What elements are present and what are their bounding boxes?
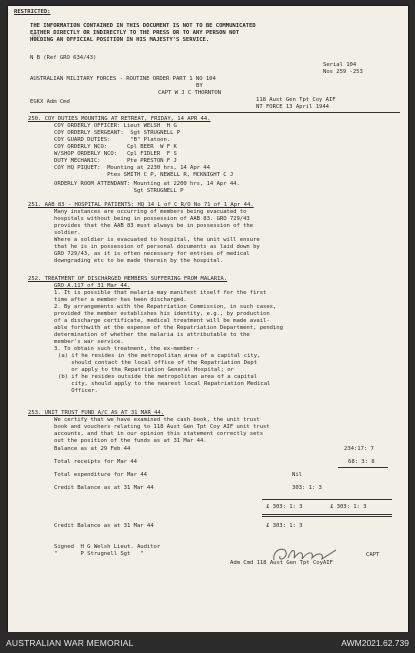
order-title: AUSTRALIAN MILITARY FORCES - ROUTINE ORDER PART 1 NO 104 bbox=[30, 76, 216, 82]
restricted-label: RESTRICTED: bbox=[14, 9, 51, 15]
body-line: should contact the local office of the Repatriation Dept bbox=[58, 360, 258, 366]
total-right: £ 303: 1: 3 bbox=[330, 504, 367, 510]
body-line: time after a member has been discharged. bbox=[54, 297, 187, 303]
sum-rule bbox=[338, 467, 388, 468]
total-double-rule bbox=[262, 516, 392, 517]
body-line: or apply to the Repatriation General Hospital; or bbox=[58, 367, 234, 373]
serial-number: Serial 104 bbox=[323, 62, 357, 68]
unit-name: 118 Aust Gen Tpt Coy AIF bbox=[256, 97, 336, 103]
duty-line: ORDERLY ROOM ATTENDANT: Mounting at 2200 hrs, 14 Apr 44. bbox=[54, 181, 240, 187]
section-250-heading: 250. COY DUTIES MOUNTING AT RETREAT, FRIDAY, 14 APR 44. bbox=[28, 116, 211, 122]
expenditure-label: Total expenditure for Mar 44 bbox=[54, 472, 147, 478]
warning-line-2: EITHER DIRECTLY OR INDIRECTLY TO THE PRESS OR TO ANY PERSON NOT bbox=[30, 30, 240, 36]
warning-line-1: THE INFORMATION CONTAINED IN THIS DOCUMENT IS NOT TO BE COMMUNICATED bbox=[30, 23, 256, 29]
auditor-2: " P Strugnell Sgt " bbox=[54, 551, 144, 557]
section-251-heading: 251. AAB 83 - HOSPITAL PATIENTS: HQ 14 L of C R/O No 71 of 1 Apr 44. bbox=[28, 202, 254, 208]
body-line: that he is in possession of personal documents as laid down by bbox=[54, 244, 260, 250]
section-253-heading: 253. UNIT TRUST FUND A/C AS AT 31 MAR 44. bbox=[28, 410, 165, 416]
total-left: £ 303: 1: 3 bbox=[266, 504, 303, 510]
receipts-label: Total receipts for Mar 44 bbox=[54, 459, 137, 465]
body-line: member's war service. bbox=[54, 339, 124, 345]
by-label: BY bbox=[196, 83, 203, 89]
body-line: 3. To obtain such treatment, the ex-member - bbox=[54, 346, 200, 352]
credit-balance-label: Credit Balance as at 31 Mar 44 bbox=[54, 523, 154, 529]
duty-line: COY ORDERLY SERGEANT: Sgt STRUGNELL P bbox=[54, 130, 181, 136]
total-rule bbox=[262, 499, 392, 500]
adm-cmd: EGKX Adm Cmd bbox=[30, 99, 70, 105]
duty-line: COY ORDERLY NCO: Cpl BEER W F K bbox=[54, 144, 177, 150]
total-double-rule bbox=[262, 514, 392, 515]
body-line: able forthwith at the expense of the Repatriation Department, pending bbox=[54, 325, 283, 331]
credit-value: 303: 1: 3 bbox=[292, 485, 322, 491]
duty-line: COY ORDERLY OFFICER: Lieut WELSH H G bbox=[54, 123, 177, 129]
body-line: city, should apply to the nearest local Repatriation Medical bbox=[58, 381, 271, 387]
body-line: Where a soldier is evacuated to hospital, the unit will ensure bbox=[54, 237, 260, 243]
body-line: provided the member establishes his identity, e.g., by production bbox=[54, 311, 270, 317]
signatory-rank: CAPT bbox=[366, 552, 380, 558]
commander-name: CAPT W J C THORNTON bbox=[158, 90, 222, 96]
body-line: soldier. bbox=[54, 230, 81, 236]
body-line: determination of whether the malaria is attributable to the bbox=[54, 332, 250, 338]
section-252-heading: 252. TREATMENT OF DISCHARGED MEMBERS SUFFERING FROM MALARIA. bbox=[28, 276, 228, 282]
body-line: (b) if he resides outside the metropolitan area of a capital bbox=[58, 374, 258, 380]
expenditure-value: Nil bbox=[292, 472, 302, 478]
body-line: downgrading etc to be made therein by the hospital. bbox=[54, 258, 224, 264]
auditor-1: Signed H G Welsh Lieut. Auditor bbox=[54, 544, 161, 550]
section-252-reference: GRO A.117 of 31 Mar 44. bbox=[54, 283, 131, 289]
body-line: hospitals without being in possession of AAB 83. GRO 729/43 bbox=[54, 216, 250, 222]
credit-balance-value: £ 303: 1: 3 bbox=[266, 523, 303, 529]
order-numbers: Nos 259 -253 bbox=[323, 69, 363, 75]
duty-line: W/SHOP ORDERLY NCO: Cpl FIDLER F S bbox=[54, 151, 177, 157]
balance-label: Balance as at 29 Feb 44 bbox=[54, 446, 131, 452]
body-line: of a discharge certificate, medical treatment will be made avail- bbox=[54, 318, 270, 324]
archive-footer bbox=[0, 632, 415, 653]
duty-line: Sgt STRUGNELL P bbox=[54, 188, 184, 194]
reference: N B (Ref GRO 634/43) bbox=[30, 55, 97, 61]
body-line: (a) if he resides in the metropolitan area of a capital city, bbox=[58, 353, 261, 359]
body-line: book and vouchers relating to 118 Aust Gen Tpt Coy AIF unit trust bbox=[54, 424, 270, 430]
duty-line: Ptes SMITH C P, NEWELL R, MCKNIGHT C J bbox=[54, 172, 234, 178]
credit-label: Credit Balance as at 31 Mar 44 bbox=[54, 485, 154, 491]
duty-line: DUTY MECHANIC: Pte PRESTON F J bbox=[54, 158, 177, 164]
signatory-unit: Adm Cmd 118 Aust Gen Tpt CoyAIF bbox=[230, 560, 333, 566]
issue-date: NT FORCE 13 April 1944 bbox=[256, 104, 329, 110]
document-page bbox=[8, 6, 408, 632]
body-line: Officer. bbox=[58, 388, 98, 394]
body-line: We certify that we have examined the cash book, the unit trust bbox=[54, 417, 260, 423]
duty-line: COY HQ PIQUET: Mounting at 2230 hrs, 14 Apr 44 bbox=[54, 165, 210, 171]
body-line: provides that the AAB 83 must always be in possession of the bbox=[54, 223, 254, 229]
body-line: 1. It is possible that malaria may manifest itself for the first bbox=[54, 290, 267, 296]
archive-name: AUSTRALIAN WAR MEMORIAL bbox=[6, 638, 134, 648]
balance-value: 234:17: 7 bbox=[344, 446, 374, 452]
body-line: accounts, and that in our opinion this statement correctly sets bbox=[54, 431, 264, 437]
divider bbox=[30, 112, 400, 113]
body-line: out the position of the funds as at 31 Mar 44. bbox=[54, 438, 207, 444]
body-line: GRO 729/43, as it is often necessary for entries of medical bbox=[54, 251, 250, 257]
body-line: Many instances are occurring of members being evacuated to bbox=[54, 209, 247, 215]
duty-line: COY GUARD DUTIES: "B" Platoon. bbox=[54, 137, 171, 143]
warning-line-3: HOLDING AN OFFICIAL POSITION IN HIS MAJESTY'S SERVICE. bbox=[30, 37, 210, 43]
archive-reference: AWM2021.62.739 bbox=[341, 638, 409, 648]
receipts-value: 68: 3: 8 bbox=[348, 459, 375, 465]
body-line: 2. By arrangements with the Repatriation Commission, in such cases, bbox=[54, 304, 277, 310]
